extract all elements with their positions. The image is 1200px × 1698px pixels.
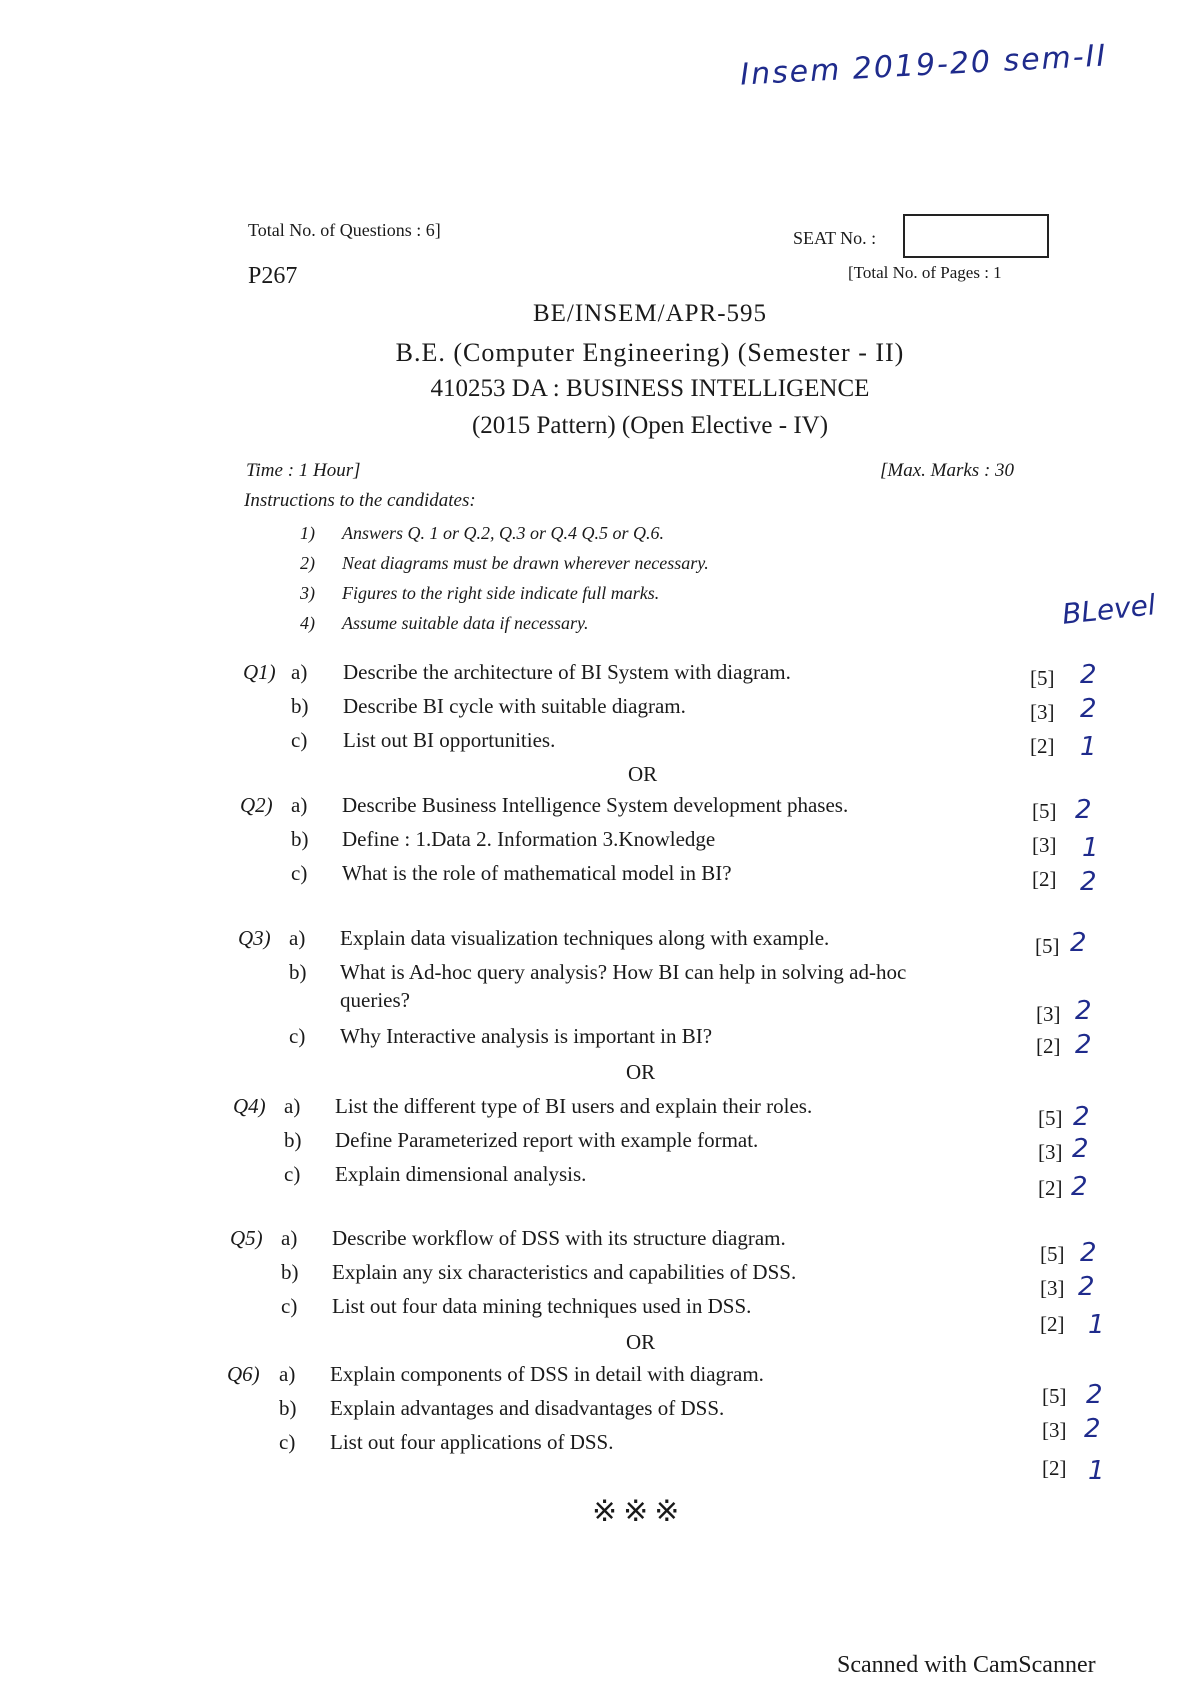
question-marks: [2]: [1030, 734, 1055, 758]
handwritten-level: 2: [1075, 1030, 1092, 1060]
question-text: Describe Business Intelligence System development phases.: [342, 793, 849, 817]
course-title: B.E. (Computer Engineering) (Semester - II): [395, 338, 905, 367]
handwritten-level: 2: [1075, 795, 1092, 825]
seat-no-box: [903, 214, 1049, 258]
handwritten-level: 2: [1075, 996, 1092, 1026]
question-text: Explain advantages and disadvantages of DSS.: [330, 1396, 725, 1420]
question-marks: [5]: [1035, 934, 1060, 958]
question-text: List the different type of BI users and explain their roles.: [335, 1094, 813, 1118]
sub-label: a): [284, 1094, 301, 1118]
sub-label: a): [289, 926, 306, 950]
question-label-q5: Q5): [230, 1226, 263, 1250]
question-marks: [5]: [1030, 666, 1055, 690]
scanner-footer: Scanned with CamScanner: [837, 1652, 1096, 1678]
handwritten-level: 2: [1080, 1238, 1097, 1268]
sub-label: a): [279, 1362, 296, 1386]
question-marks: [2]: [1038, 1176, 1063, 1200]
question-marks: [2]: [1036, 1034, 1061, 1058]
handwritten-level: 2: [1073, 1102, 1090, 1132]
handwritten-level: 1: [1088, 1310, 1105, 1340]
question-text: Describe the architecture of BI System with diagram.: [343, 660, 791, 684]
or-separator: OR: [626, 1330, 656, 1354]
handwritten-level: 2: [1084, 1414, 1101, 1444]
handwritten-level: 2: [1072, 1134, 1089, 1164]
question-label-q3: Q3): [238, 926, 271, 950]
sub-label: b): [291, 694, 309, 718]
question-text: Describe BI cycle with suitable diagram.: [343, 694, 686, 718]
subject-title: 410253 DA : BUSINESS INTELLIGENCE: [430, 375, 870, 402]
time-allowed: Time : 1 Hour]: [246, 460, 361, 481]
or-separator: OR: [628, 762, 658, 786]
question-text: Explain components of DSS in detail with diagram.: [330, 1362, 764, 1386]
question-marks: [3]: [1036, 1002, 1061, 1026]
instruction-item: 4) Assume suitable data if necessary.: [300, 613, 589, 633]
handwritten-level: 2: [1070, 928, 1087, 958]
question-text: Define : 1.Data 2. Information 3.Knowledge: [342, 827, 716, 851]
seat-no-label: SEAT No. :: [793, 228, 877, 248]
question-text: Describe workflow of DSS with its structure diagram.: [332, 1226, 786, 1250]
pattern-title: (2015 Pattern) (Open Elective - IV): [471, 412, 829, 439]
handwritten-level: 1: [1082, 833, 1099, 863]
question-text: Explain data visualization techniques along with example.: [340, 926, 830, 950]
question-text: Explain dimensional analysis.: [335, 1162, 587, 1186]
or-separator: OR: [626, 1060, 656, 1084]
question-marks: [5]: [1040, 1242, 1065, 1266]
exam-code: BE/INSEM/APR-595: [532, 300, 768, 327]
handwritten-level: 2: [1080, 867, 1097, 897]
sub-label: c): [284, 1162, 301, 1186]
question-marks: [3]: [1030, 700, 1055, 724]
max-marks: [Max. Marks : 30: [880, 460, 1015, 481]
sub-label: b): [279, 1396, 297, 1420]
handwritten-level: 2: [1071, 1172, 1088, 1202]
handwritten-level: 2: [1078, 1272, 1095, 1302]
question-marks: [5]: [1032, 799, 1057, 823]
sub-label: c): [291, 861, 308, 885]
question-marks: [3]: [1040, 1276, 1065, 1300]
question-marks: [3]: [1042, 1418, 1067, 1442]
question-text: Define Parameterized report with example format.: [335, 1128, 759, 1152]
handwritten-level: 2: [1086, 1380, 1103, 1410]
question-marks: [2]: [1042, 1456, 1067, 1480]
question-label-q4: Q4): [233, 1094, 266, 1118]
sub-label: a): [281, 1226, 298, 1250]
question-text: List out four data mining techniques used in DSS.: [332, 1294, 752, 1318]
question-text: Explain any six characteristics and capabilities of DSS.: [332, 1260, 797, 1284]
paper-code: P267: [248, 263, 298, 289]
question-text: What is the role of mathematical model in BI?: [342, 861, 732, 885]
handwritten-level: 1: [1080, 732, 1097, 762]
sub-label: a): [291, 660, 308, 684]
instructions-title: Instructions to the candidates:: [244, 490, 476, 511]
end-of-paper-mark: ※※※: [592, 1495, 686, 1528]
sub-label: c): [291, 728, 308, 752]
total-pages: [Total No. of Pages : 1: [848, 263, 1002, 282]
question-marks: [2]: [1040, 1312, 1065, 1336]
instruction-item: 2) Neat diagrams must be drawn wherever necessary.: [300, 553, 709, 573]
instruction-item: 3) Figures to the right side indicate full marks.: [300, 583, 660, 603]
sub-label: c): [289, 1024, 306, 1048]
question-text: List out four applications of DSS.: [330, 1430, 614, 1454]
question-label-q2: Q2): [240, 793, 273, 817]
sub-label: b): [281, 1260, 299, 1284]
question-marks: [3]: [1032, 833, 1057, 857]
question-text-continued: queries?: [340, 988, 410, 1012]
sub-label: b): [289, 960, 307, 984]
question-text: Why Interactive analysis is important in BI?: [340, 1024, 713, 1048]
question-text: What is Ad-hoc query analysis? How BI can help in solving ad-hoc: [340, 960, 907, 984]
question-label-q1: Q1): [243, 660, 276, 684]
sub-label: a): [291, 793, 308, 817]
total-questions: Total No. of Questions : 6]: [248, 220, 441, 240]
handwritten-level: 2: [1080, 660, 1097, 690]
question-marks: [5]: [1038, 1106, 1063, 1130]
question-label-q6: Q6): [227, 1362, 260, 1386]
sub-label: c): [281, 1294, 298, 1318]
handwritten-blevel: BLevel: [1060, 588, 1158, 631]
question-marks: [3]: [1038, 1140, 1063, 1164]
sub-label: b): [284, 1128, 302, 1152]
question-marks: [2]: [1032, 867, 1057, 891]
handwritten-top-note: Insem 2019-20 sem-II: [739, 38, 1109, 93]
sub-label: b): [291, 827, 309, 851]
question-text: List out BI opportunities.: [343, 728, 556, 752]
handwritten-level: 2: [1080, 694, 1097, 724]
sub-label: c): [279, 1430, 296, 1454]
handwritten-level: 1: [1088, 1456, 1105, 1486]
question-marks: [5]: [1042, 1384, 1067, 1408]
instruction-item: 1) Answers Q. 1 or Q.2, Q.3 or Q.4 Q.5 or Q.6.: [300, 523, 665, 543]
